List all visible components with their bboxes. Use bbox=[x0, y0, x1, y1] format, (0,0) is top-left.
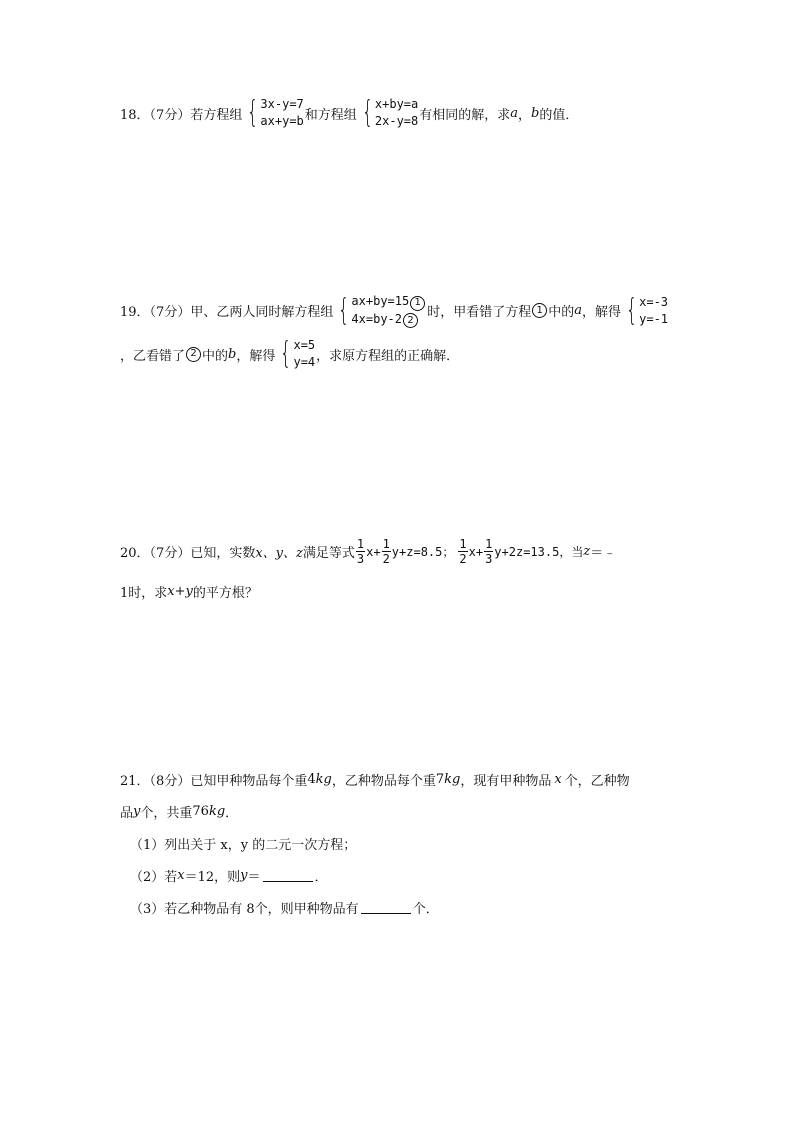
q20-line2-a: 1时，求 bbox=[120, 586, 168, 601]
q21-kg-1: kg bbox=[315, 772, 332, 787]
q19-var-a: a bbox=[574, 303, 583, 318]
q21-var-y: y bbox=[133, 804, 141, 819]
q20-vars: x、y、z bbox=[255, 546, 303, 561]
brace-icon: { bbox=[247, 95, 259, 130]
q18-sys1-eq2: ax+y=b bbox=[260, 114, 304, 128]
q19-sys3-eq2: y=4 bbox=[293, 355, 316, 369]
q21-sub2a: （2）若 bbox=[130, 870, 178, 885]
q21-kg-2: kg bbox=[444, 772, 461, 787]
circled-one-icon: 1 bbox=[532, 303, 547, 318]
q21-line1c: ，现有甲种物品 bbox=[460, 774, 552, 789]
q19-mid2: 中的 bbox=[548, 305, 575, 320]
q21-sub2-y: y bbox=[240, 868, 248, 883]
q19-var-b: b bbox=[228, 346, 237, 362]
q19-sys1-eq1: ax+by=15 1 bbox=[351, 293, 426, 311]
q21-sub3a: （3）若乙种物品有 8个，则甲种物品有 bbox=[130, 902, 359, 917]
answer-blank bbox=[263, 869, 313, 882]
q20-line2-b: 的平方根？ bbox=[192, 586, 258, 601]
fraction-one-half: $\frac{1}{2}$ bbox=[459, 537, 467, 566]
question-21-sub-2 bbox=[130, 866, 328, 885]
q20-mid: 满足等式 bbox=[302, 546, 355, 561]
q21-sub3b: 个． bbox=[412, 902, 439, 917]
question-21-sub-1 bbox=[130, 834, 356, 853]
question-21-line-2 bbox=[120, 802, 238, 821]
q21-sub2-x: x bbox=[177, 868, 185, 883]
q21-w2: 7 bbox=[435, 772, 445, 787]
brace-icon: { bbox=[280, 336, 292, 371]
q20-expr-2: y+z=8.5； bbox=[391, 545, 455, 559]
q21-sub2d: ． bbox=[314, 870, 328, 885]
question-18 bbox=[120, 96, 578, 130]
q18-system-1 bbox=[243, 96, 303, 130]
q21-line2c: ． bbox=[225, 806, 239, 821]
fraction-one-half: $\frac{1}{2}$ bbox=[382, 537, 390, 566]
q18-system-2 bbox=[358, 96, 418, 130]
fraction-one-third: $\frac{1}{3}$ bbox=[356, 537, 365, 566]
brace-icon: { bbox=[625, 292, 638, 328]
q19-system-1 bbox=[334, 293, 426, 328]
q18-sys1-eq1: 3x-y=7 bbox=[260, 97, 304, 111]
q20-tail: ＝﹣ bbox=[590, 546, 617, 561]
q19-line2-b: 中的 bbox=[202, 348, 229, 364]
q21-line2a: 品 bbox=[120, 806, 134, 821]
q18-sys2-eq2: 2x-y=8 bbox=[374, 114, 419, 128]
q21-sub2b: ＝12，则 bbox=[184, 870, 241, 885]
q18-tail-b: 的值． bbox=[539, 107, 579, 123]
q19-sys2-eq2: y=-1 bbox=[639, 311, 669, 326]
q18-tail-a: 有相同的解，求 bbox=[419, 107, 511, 123]
question-21-line-1 bbox=[120, 770, 630, 789]
q21-sub2c: ＝ bbox=[247, 870, 261, 885]
q21-w1: 4 bbox=[307, 772, 316, 787]
q19-line2-d: ，求原方程组的正确解． bbox=[316, 348, 460, 364]
question-20-line-2 bbox=[120, 582, 258, 601]
q21-var-x: x bbox=[554, 772, 562, 787]
q21-line1d: 个，乙种物 bbox=[564, 774, 630, 789]
q19-mid3: ，解得 bbox=[582, 305, 622, 320]
q20-number: 20．（7分）已知，实数 bbox=[120, 546, 256, 561]
q19-system-3 bbox=[276, 337, 315, 371]
question-19-line-2 bbox=[120, 337, 459, 371]
brace-icon: { bbox=[361, 95, 374, 130]
question-19-line-1 bbox=[120, 293, 669, 328]
q18-var-b: b bbox=[531, 105, 540, 121]
circled-one-icon: 1 bbox=[410, 296, 425, 311]
q21-line1: 21．（8分）已知甲种物品每个重 bbox=[120, 774, 308, 789]
q21-line2b: 个，共重 bbox=[140, 806, 193, 821]
q18-sys2-eq1: x+by=a bbox=[374, 97, 419, 111]
q18-number: 18．（7分）若方程组 bbox=[120, 107, 243, 123]
q19-sys3-eq1: x=5 bbox=[293, 338, 316, 352]
question-21-sub-3 bbox=[130, 898, 439, 917]
q21-sub1: （1）列出关于 x，y 的二元一次方程； bbox=[130, 838, 357, 853]
q18-var-a: a bbox=[510, 105, 519, 121]
q20-expr-3: x+ bbox=[468, 544, 484, 559]
q21-line1b: ，乙种物品每个重 bbox=[331, 774, 436, 789]
q19-line2-c: ，解得 bbox=[236, 348, 276, 364]
q20-var-z: z bbox=[583, 544, 591, 559]
q19-number: 19．（7分）甲、乙两人同时解方程组 bbox=[120, 305, 334, 320]
q20-line2-var: x+y bbox=[167, 584, 193, 599]
answer-blank bbox=[361, 901, 411, 914]
circled-two-icon: 2 bbox=[403, 313, 418, 328]
circled-two-icon: 2 bbox=[186, 347, 201, 362]
q18-comma: ， bbox=[518, 107, 532, 123]
q20-expr-1: x+ bbox=[366, 544, 381, 559]
q21-w3: 76 bbox=[192, 804, 209, 819]
q19-mid1: 时，甲看错了方程 bbox=[427, 305, 532, 320]
q19-sys1-eq2: 4x=by-2 2 bbox=[351, 311, 426, 329]
q18-mid: 和方程组 bbox=[304, 107, 357, 123]
q19-system-2 bbox=[622, 294, 668, 328]
brace-icon: { bbox=[338, 292, 350, 328]
q20-expr-4: y+2z=13.5，当 bbox=[494, 545, 584, 559]
q19-sys2-eq1: x=-3 bbox=[639, 294, 669, 309]
question-20-line-1 bbox=[120, 537, 616, 566]
fraction-one-third: $\frac{1}{3}$ bbox=[485, 537, 493, 566]
q21-kg-3: kg bbox=[208, 804, 226, 819]
q19-line2-a: ，乙看错了 bbox=[120, 348, 186, 364]
